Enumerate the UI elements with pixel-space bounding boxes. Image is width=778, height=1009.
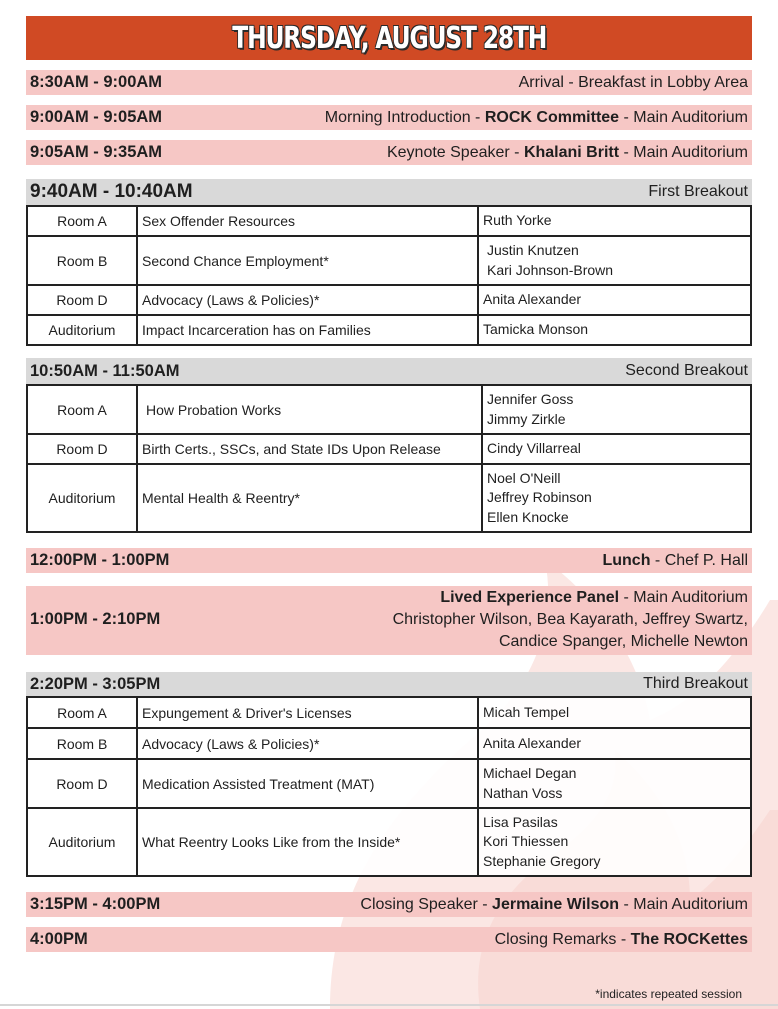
row-time: 8:30AM - 9:00AM — [30, 73, 163, 91]
row-description: Arrival - Breakfast in Lobby Area — [518, 73, 748, 91]
schedule-row-keynote — [26, 140, 752, 165]
table-row: Auditorium What Reentry Looks Like from the Inside* Lisa Pasilas Kori Thiessen Stephanie Gregory — [27, 808, 751, 876]
schedule-row-morning-introduction — [26, 105, 752, 130]
table-row: Room B Advocacy (Laws & Policies)* Anita Alexander — [27, 728, 751, 759]
panel-description: Lived Experience Panel - Main Auditorium Christopher Wilson, Bea Kayarath, Jeffrey Swartz, Candice Spanger, Michelle Newton — [392, 589, 748, 650]
row-description: Closing Remarks - The ROCKettes — [494, 930, 748, 948]
table-row: Auditorium Mental Health & Reentry* Noel O'Neill Jeffrey Robinson Ellen Knocke — [27, 464, 751, 532]
schedule-row-closing-speaker — [26, 892, 752, 917]
table-row: Room D Birth Certs., SSCs, and State IDs Upon Release Cindy Villarreal — [27, 434, 751, 464]
breakout-header-second: 10:50AM - 11:50AM Second Breakout — [26, 358, 752, 384]
table-row: Room D Medication Assisted Treatment (MAT) Michael Degan Nathan Voss — [27, 759, 751, 808]
table-row: Room A How Probation Works Jennifer Goss Jimmy Zirkle — [27, 385, 751, 434]
row-time: 1:00PM - 2:10PM — [30, 610, 161, 628]
schedule-row-panel — [26, 586, 752, 655]
row-time: 9:00AM - 9:05AM — [30, 108, 163, 126]
schedule-row-arrival — [26, 70, 752, 95]
page-title: THURSDAY, AUGUST 28TH — [26, 16, 752, 60]
table-row: Room B Second Chance Employment* Justin Knutzen Kari Johnson-Brown — [27, 236, 751, 285]
row-time: 4:00PM — [30, 930, 88, 948]
schedule-row-lunch — [26, 548, 752, 573]
breakout-table-second — [26, 384, 752, 533]
footnote: *indicates repeated session — [595, 987, 742, 1001]
breakout-header-first: 9:40AM - 10:40AM First Breakout — [26, 179, 752, 205]
table-row: Room A Expungement & Driver's Licenses Micah Tempel — [27, 697, 751, 728]
row-time: 12:00PM - 1:00PM — [30, 551, 170, 569]
table-row: Room A Sex Offender Resources Ruth Yorke — [27, 206, 751, 236]
row-description: Closing Speaker - Jermaine Wilson - Main Auditorium — [360, 895, 748, 913]
breakout-table-first — [26, 205, 752, 346]
schedule-row-closing-remarks — [26, 927, 752, 952]
breakout-table-third — [26, 696, 752, 877]
row-time: 3:15PM - 4:00PM — [30, 895, 161, 913]
row-description: Keynote Speaker - Khalani Britt - Main Auditorium — [386, 143, 748, 161]
table-row: Auditorium Impact Incarceration has on Families Tamicka Monson — [27, 315, 751, 345]
row-description: Lunch - Chef P. Hall — [602, 551, 748, 569]
row-time: 9:05AM - 9:35AM — [30, 143, 163, 161]
table-row: Room D Advocacy (Laws & Policies)* Anita Alexander — [27, 285, 751, 315]
row-description: Morning Introduction - ROCK Committee - Main Auditorium — [324, 108, 748, 126]
schedule — [26, 16, 752, 952]
breakout-header-third: 2:20PM - 3:05PM Third Breakout — [26, 672, 752, 696]
divider — [0, 1004, 778, 1006]
